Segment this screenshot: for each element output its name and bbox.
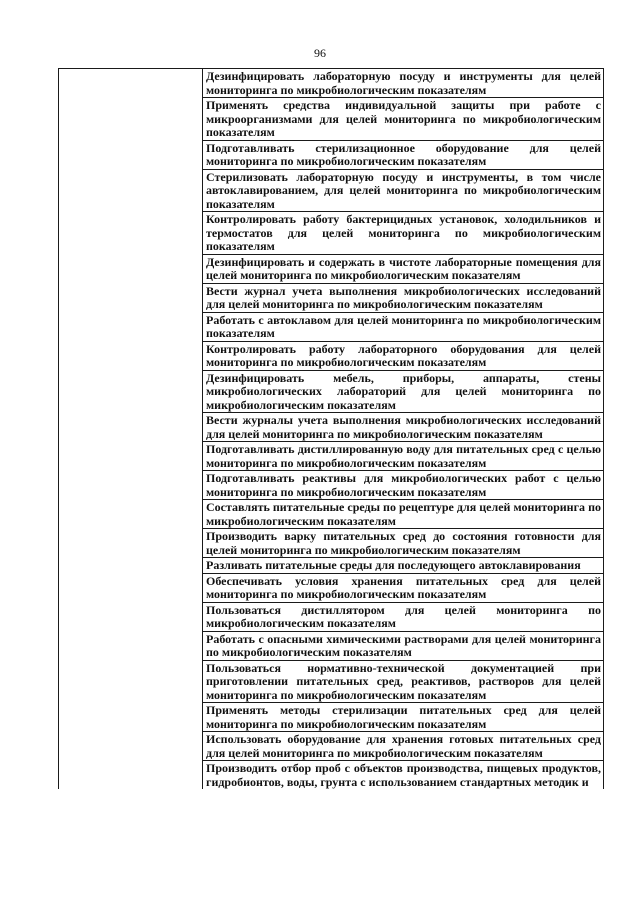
skill-text: Обеспечивать условия хранения питательных сред для целей мониторинга по микробиологическим показателям — [206, 573, 601, 601]
skill-text: Применять методы стерилизации питательных сред для целей мониторинга по микробиологическим показателям — [206, 703, 601, 731]
skill-text: Контролировать работу лабораторного оборудования для целей мониторинга по микробиологическим показателям — [206, 341, 601, 369]
skill-cell — [203, 471, 604, 500]
skill-cell — [203, 573, 604, 602]
skill-text: Дезинфицировать лабораторную посуду и инструменты для целей мониторинга по микробиологическим показателям — [206, 69, 601, 97]
skill-text: Работать с опасными химическими растворами для целей мониторинга по микробиологическим показателям — [206, 631, 601, 659]
skill-cell — [203, 341, 604, 370]
skill-text: Дезинфицировать и содержать в чистоте лабораторные помещения для целей мониторинга по микробиологическим показателям — [206, 254, 601, 282]
page-number: 96 — [314, 46, 326, 60]
skill-cell — [203, 442, 604, 471]
skill-text: Применять средства индивидуальной защиты при работе с микроорганизмами для целей мониторинга по микробиологическим показателям — [206, 98, 601, 139]
category-cell — [59, 69, 203, 790]
skill-text: Производить варку питательных сред до состояния готовности для целей мониторинга по микробиологическим показателям — [206, 529, 601, 557]
skill-text: Составлять питательные среды по рецептуре для целей мониторинга по микробиологическим показателям — [206, 500, 601, 528]
skill-cell — [203, 98, 604, 141]
skill-cell — [203, 140, 604, 169]
skill-cell — [203, 761, 604, 790]
skill-cell — [203, 660, 604, 703]
skill-cell — [203, 529, 604, 558]
skill-text: Вести журналы учета выполнения микробиологических исследований для целей мониторинга по микробиологическим показателям — [206, 413, 601, 441]
skill-text: Разливать питательные среды для последующего автоклавирования — [206, 558, 581, 572]
skill-cell — [203, 212, 604, 255]
skill-cell — [203, 631, 604, 660]
skill-cell — [203, 169, 604, 212]
skills-table-body — [59, 69, 604, 790]
skill-cell — [203, 703, 604, 732]
skill-text: Дезинфицировать мебель, приборы, аппараты, стены микробиологических лабораторий для целей мониторинга по микробиологическим показателям — [206, 370, 601, 412]
skill-cell — [203, 558, 604, 574]
skill-cell — [203, 254, 604, 283]
skill-text: Производить отбор проб с объектов производства, пищевых продуктов, гидробионтов, воды, грунта с использованием стандартных методик и — [206, 761, 601, 789]
skills-table — [58, 68, 604, 789]
skill-text: Стерилизовать лабораторную посуду и инструменты, в том числе автоклавированием, для целей мониторинга по микробиологическим показателям — [206, 169, 601, 211]
skill-cell — [203, 413, 604, 442]
skill-cell — [203, 370, 604, 413]
skill-text: Подготавливать стерилизационное оборудование для целей мониторинга по микробиологическим показателям — [206, 140, 601, 168]
skill-text: Работать с автоклавом для целей мониторинга по микробиологическим показателям — [206, 312, 601, 340]
skill-text: Пользоваться нормативно-технической документацией при приготовлении питательных сред, реактивов, растворов для целей мониторинга по микробиологическим показателям — [206, 660, 601, 702]
skill-text: Подготавливать дистиллированную воду для питательных сред с целью мониторинга по микробиологическим показателям — [206, 442, 601, 470]
skill-text: Вести журнал учета выполнения микробиологических исследований для целей мониторинга по микробиологическим показателям — [206, 283, 601, 311]
skill-cell — [203, 732, 604, 761]
skill-cell — [203, 602, 604, 631]
skill-text: Подготавливать реактивы для микробиологических работ с целью мониторинга по микробиологическим показателям — [206, 471, 601, 499]
skill-text: Пользоваться дистиллятором для целей мониторинга по микробиологическим показателям — [206, 602, 601, 630]
skill-cell — [203, 500, 604, 529]
table-row — [59, 69, 604, 98]
skill-cell — [203, 69, 604, 98]
skill-text: Использовать оборудование для хранения готовых питательных сред для целей мониторинга по микробиологическим показателям — [206, 732, 601, 760]
skill-text: Контролировать работу бактерицидных установок, холодильников и термостатов для целей мониторинга по микробиологическим показателям — [206, 212, 601, 253]
skill-cell — [203, 312, 604, 341]
skill-cell — [203, 283, 604, 312]
